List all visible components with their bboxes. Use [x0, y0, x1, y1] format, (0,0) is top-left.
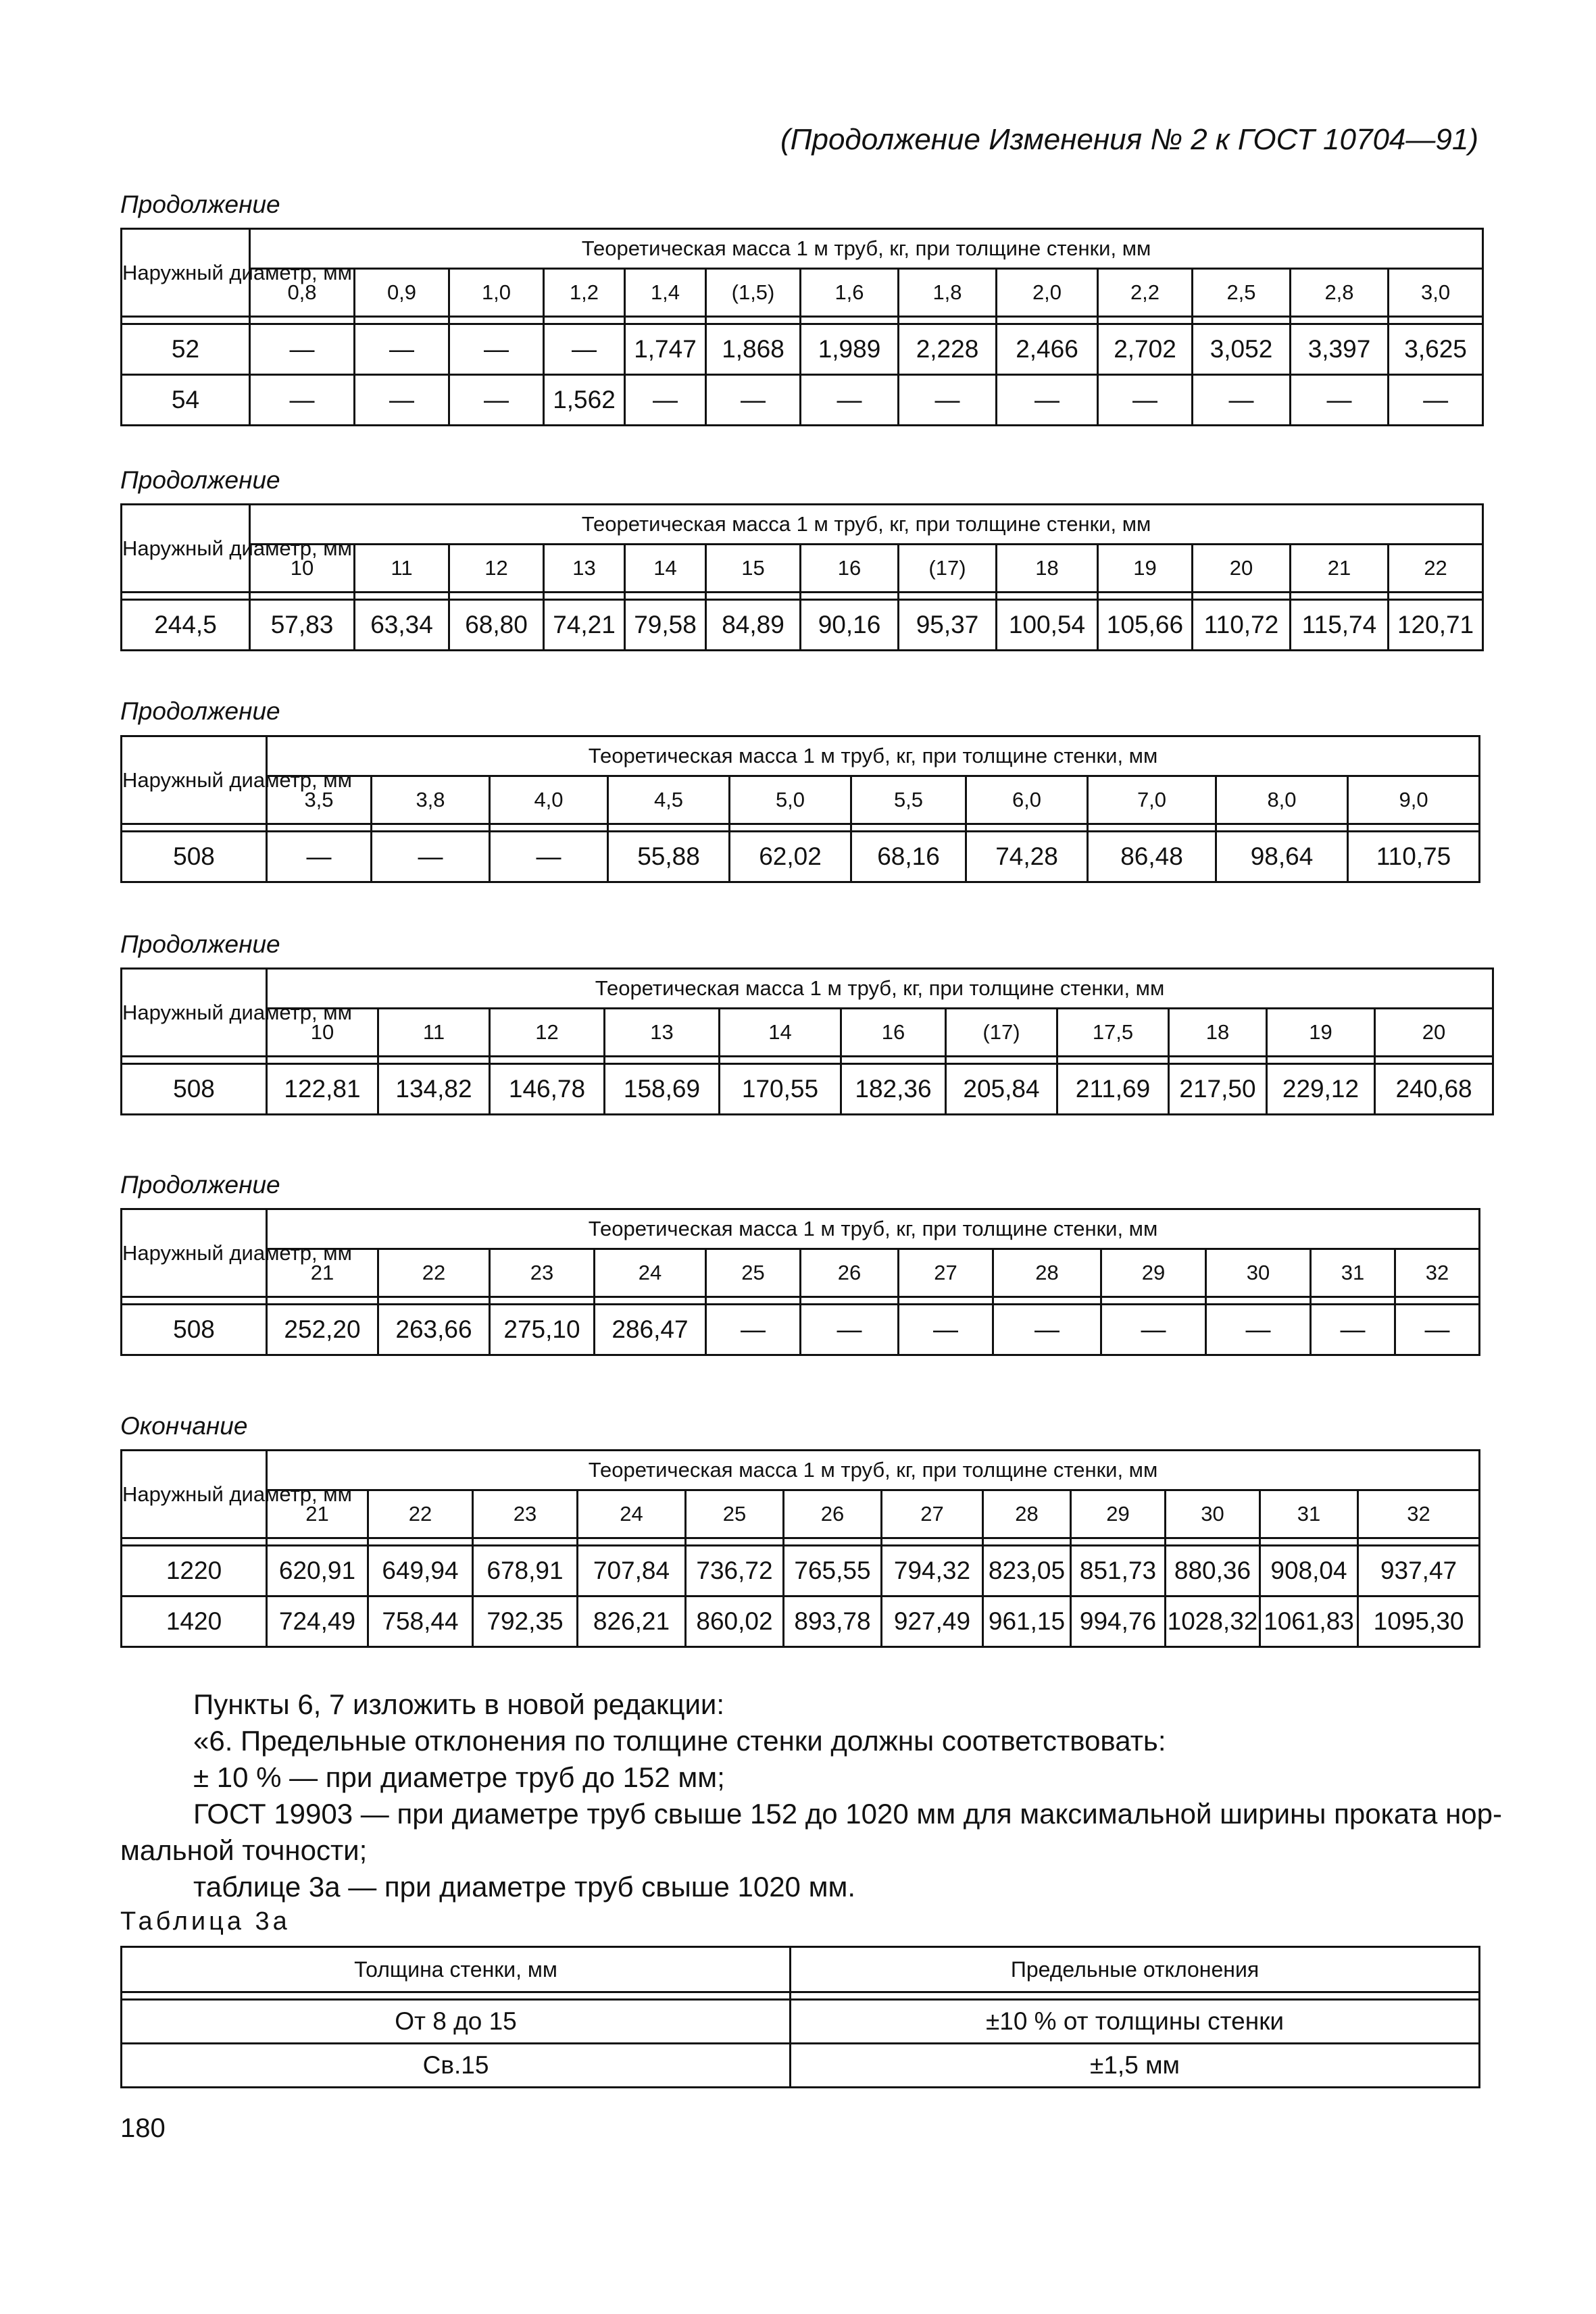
mass-value-cell: 252,20 [267, 1305, 378, 1355]
mass-value-cell: — [706, 1305, 801, 1355]
thickness-header-cell: 24 [595, 1249, 706, 1297]
mass-value-cell: 792,35 [473, 1596, 578, 1647]
diameter-cell: 1420 [122, 1596, 267, 1647]
mass-value-cell: 120,71 [1389, 600, 1483, 651]
table-row [122, 832, 1480, 882]
table-caption: Продолжение [120, 466, 280, 494]
mass-value-cell: 63,34 [355, 600, 449, 651]
mass-value-cell: — [1098, 375, 1193, 426]
paragraph-gost-19903: ГОСТ 19903 — при диаметре труб свыше 152 до 1020 мм для максимальной ширины проката нор- [193, 1798, 1502, 1830]
thickness-header-cell: 2,2 [1098, 269, 1193, 317]
mass-value-cell: 1095,30 [1358, 1596, 1480, 1647]
mass-value-cell: 84,89 [706, 600, 801, 651]
thickness-header-cell: 10 [267, 1009, 378, 1057]
running-header: (Продолжение Изменения № 2 к ГОСТ 10704—91) [780, 123, 1478, 156]
table-3a-header-thickness: Толщина стенки, мм [122, 1947, 791, 1992]
thickness-header-cell: 2,0 [997, 269, 1098, 317]
thickness-header-cell: 27 [899, 1249, 993, 1297]
thickness-header-cell: 22 [378, 1249, 490, 1297]
table-row [122, 375, 1483, 426]
page-number: 180 [120, 2113, 166, 2143]
table-3a-cell: От 8 до 15 [122, 2000, 791, 2044]
thickness-header-cell: 9,0 [1348, 776, 1480, 824]
thickness-header-cell: 1,4 [625, 269, 706, 317]
mass-value-cell: 927,49 [882, 1596, 983, 1647]
table-3a-row [122, 2044, 1480, 2088]
mass-value-cell: 3,052 [1193, 324, 1291, 375]
mass-table [120, 735, 1480, 883]
mass-value-cell: — [899, 375, 997, 426]
table-header-row [122, 736, 1480, 776]
thickness-header-cell: 12 [490, 1009, 605, 1057]
mass-value-cell: 707,84 [578, 1546, 686, 1596]
thickness-header-cell: 13 [605, 1009, 720, 1057]
mass-value-cell: 1,989 [801, 324, 899, 375]
mass-value-cell: 736,72 [686, 1546, 784, 1596]
mass-value-cell: 217,50 [1169, 1064, 1267, 1115]
column-header-mass: Теоретическая масса 1 м труб, кг, при толщине стенки, мм [267, 1209, 1480, 1249]
thickness-header-cell: 1,8 [899, 269, 997, 317]
mass-value-cell: — [997, 375, 1098, 426]
table-caption: Продолжение [120, 697, 280, 725]
mass-value-cell: 86,48 [1088, 832, 1216, 882]
mass-value-cell: 937,47 [1358, 1546, 1480, 1596]
thickness-header-cell: 11 [378, 1009, 490, 1057]
column-header-mass: Теоретическая масса 1 м труб, кг, при толщине стенки, мм [250, 229, 1483, 269]
thickness-header-cell: 26 [784, 1490, 882, 1538]
header-separator [122, 824, 1480, 832]
column-header-diameter: Наружный диаметр, мм [122, 505, 250, 593]
mass-value-cell: — [544, 324, 625, 375]
mass-value-cell: — [993, 1305, 1101, 1355]
column-header-diameter: Наружный диаметр, мм [122, 1209, 267, 1297]
mass-value-cell: 765,55 [784, 1546, 882, 1596]
column-header-mass: Теоретическая масса 1 м труб, кг, при толщине стенки, мм [267, 1451, 1480, 1490]
diameter-cell: 508 [122, 1064, 267, 1115]
table-row [122, 1596, 1480, 1647]
mass-value-cell: — [1193, 375, 1291, 426]
thickness-header-cell: 32 [1395, 1249, 1480, 1297]
mass-value-cell: 851,73 [1071, 1546, 1166, 1596]
thickness-header-cell: 0,9 [355, 269, 449, 317]
thickness-header-cell: 5,5 [851, 776, 966, 824]
mass-value-cell: — [1101, 1305, 1206, 1355]
column-header-mass: Теоретическая масса 1 м труб, кг, при толщине стенки, мм [250, 505, 1483, 545]
thickness-header-cell: 19 [1098, 545, 1193, 593]
table-row [122, 1305, 1480, 1355]
thickness-header-cell: 30 [1206, 1249, 1311, 1297]
table-3a-cell: Св.15 [122, 2044, 791, 2088]
mass-value-cell: 57,83 [250, 600, 355, 651]
diameter-cell: 244,5 [122, 600, 250, 651]
mass-value-cell: 90,16 [801, 600, 899, 651]
mass-value-cell: 724,49 [267, 1596, 368, 1647]
mass-value-cell: 110,75 [1348, 832, 1480, 882]
thickness-header-cell: 28 [993, 1249, 1101, 1297]
mass-value-cell: — [267, 832, 372, 882]
mass-value-cell: 68,80 [449, 600, 544, 651]
thickness-header-cell: 25 [706, 1249, 801, 1297]
mass-value-cell: 95,37 [899, 600, 997, 651]
thickness-header-cell: 3,0 [1389, 269, 1483, 317]
mass-value-cell: 55,88 [608, 832, 730, 882]
paragraph-gost-19903-cont: мальной точности; [120, 1834, 368, 1866]
thickness-header-cell: 22 [368, 1490, 473, 1538]
mass-value-cell: 620,91 [267, 1546, 368, 1596]
column-header-diameter: Наружный диаметр, мм [122, 1451, 267, 1538]
thickness-header-cell: 0,8 [250, 269, 355, 317]
mass-value-cell: — [1291, 375, 1389, 426]
thickness-header-cell: 22 [1389, 545, 1483, 593]
mass-value-cell: 62,02 [730, 832, 851, 882]
column-header-mass: Теоретическая масса 1 м труб, кг, при толщине стенки, мм [267, 736, 1480, 776]
table-3a-header-row [122, 1947, 1480, 1992]
header-separator [122, 1057, 1493, 1064]
mass-value-cell: 880,36 [1166, 1546, 1260, 1596]
mass-value-cell: — [490, 832, 608, 882]
mass-value-cell: 994,76 [1071, 1596, 1166, 1647]
thickness-header-cell: 14 [720, 1009, 841, 1057]
table-3a-header-deviation: Предельные отклонения [791, 1947, 1480, 1992]
mass-value-cell: 74,28 [966, 832, 1088, 882]
mass-value-cell: 110,72 [1193, 600, 1291, 651]
thickness-header-cell: 17,5 [1057, 1009, 1169, 1057]
mass-value-cell: 275,10 [490, 1305, 595, 1355]
mass-value-cell: 68,16 [851, 832, 966, 882]
paragraph-tolerance-10: ± 10 % — при диаметре труб до 152 мм; [193, 1761, 725, 1793]
thickness-header-cell: 1,0 [449, 269, 544, 317]
thickness-header-cell: 8,0 [1216, 776, 1348, 824]
mass-value-cell: 134,82 [378, 1064, 490, 1115]
table-header-row [122, 1451, 1480, 1490]
mass-value-cell: — [1395, 1305, 1480, 1355]
thickness-header-cell: (17) [899, 545, 997, 593]
mass-value-cell: 100,54 [997, 600, 1098, 651]
mass-value-cell: 1061,83 [1260, 1596, 1358, 1647]
thickness-header-cell: 32 [1358, 1490, 1480, 1538]
table-header-row [122, 505, 1483, 545]
mass-value-cell: 79,58 [625, 600, 706, 651]
thickness-header-cell: 20 [1193, 545, 1291, 593]
mass-value-cell: — [355, 375, 449, 426]
mass-table [120, 503, 1484, 651]
column-header-diameter: Наружный диаметр, мм [122, 229, 250, 317]
table-row [122, 1064, 1493, 1115]
thickness-header-cell: 5,0 [730, 776, 851, 824]
thickness-header-cell: 3,5 [267, 776, 372, 824]
mass-value-cell: 826,21 [578, 1596, 686, 1647]
mass-value-cell: 1028,32 [1166, 1596, 1260, 1647]
mass-value-cell: 2,228 [899, 324, 997, 375]
mass-value-cell: — [372, 832, 490, 882]
thickness-header-cell: 29 [1101, 1249, 1206, 1297]
thickness-header-cell: 31 [1311, 1249, 1395, 1297]
mass-value-cell: 229,12 [1267, 1064, 1375, 1115]
mass-value-cell: — [899, 1305, 993, 1355]
thickness-header-cell: 29 [1071, 1490, 1166, 1538]
table-caption: Продолжение [120, 930, 280, 958]
thickness-header-cell: 30 [1166, 1490, 1260, 1538]
mass-value-cell: 115,74 [1291, 600, 1389, 651]
mass-value-cell: 3,397 [1291, 324, 1389, 375]
mass-value-cell: — [625, 375, 706, 426]
table-row [122, 324, 1483, 375]
mass-value-cell: — [1311, 1305, 1395, 1355]
thickness-header-cell: 21 [267, 1249, 378, 1297]
table-row [122, 1546, 1480, 1596]
thickness-header-cell: 13 [544, 545, 625, 593]
thickness-header-cell: 16 [801, 545, 899, 593]
mass-value-cell: — [250, 375, 355, 426]
mass-value-cell: 1,747 [625, 324, 706, 375]
table-3a [120, 1946, 1480, 2088]
mass-table [120, 228, 1484, 426]
thickness-header-cell: 6,0 [966, 776, 1088, 824]
paragraph-table-3a-ref: таблице 3а — при диаметре труб свыше 1020 мм. [193, 1871, 856, 1903]
mass-value-cell: — [449, 375, 544, 426]
table-3a-cell: ±10 % от толщины стенки [791, 2000, 1480, 2044]
thickness-header-cell: 18 [1169, 1009, 1267, 1057]
mass-value-cell: 2,466 [997, 324, 1098, 375]
diameter-cell: 54 [122, 375, 250, 426]
table-header-row [122, 969, 1493, 1009]
mass-table [120, 1208, 1480, 1356]
mass-table [120, 1449, 1480, 1648]
table-3a-row [122, 2000, 1480, 2044]
thickness-header-cell: 24 [578, 1490, 686, 1538]
table-3a-label: Таблица 3а [120, 1907, 291, 1936]
thickness-header-cell: 11 [355, 545, 449, 593]
table-header-row [122, 1209, 1480, 1249]
table-caption: Окончание [120, 1412, 248, 1440]
diameter-cell: 52 [122, 324, 250, 375]
header-separator [122, 1538, 1480, 1546]
thickness-header-cell: 7,0 [1088, 776, 1216, 824]
column-header-diameter: Наружный диаметр, мм [122, 969, 267, 1057]
paragraph-item-6: «6. Предельные отклонения по толщине стенки должны соответствовать: [193, 1725, 1166, 1757]
table-3a-cell: ±1,5 мм [791, 2044, 1480, 2088]
mass-value-cell: 758,44 [368, 1596, 473, 1647]
mass-value-cell: — [1206, 1305, 1311, 1355]
mass-value-cell: 678,91 [473, 1546, 578, 1596]
table-caption: Продолжение [120, 1171, 280, 1199]
header-separator [122, 317, 1483, 324]
mass-value-cell: 122,81 [267, 1064, 378, 1115]
mass-table [120, 967, 1494, 1115]
thickness-header-cell: 21 [1291, 545, 1389, 593]
thickness-header-cell: 27 [882, 1490, 983, 1538]
mass-value-cell: 286,47 [595, 1305, 706, 1355]
header-separator [122, 1297, 1480, 1305]
table-row [122, 600, 1483, 651]
thickness-header-cell: 4,0 [490, 776, 608, 824]
thickness-header-cell: 1,2 [544, 269, 625, 317]
header-separator [122, 1992, 1480, 2000]
mass-value-cell: 1,868 [706, 324, 801, 375]
mass-value-cell: 794,32 [882, 1546, 983, 1596]
header-separator [122, 593, 1483, 600]
mass-value-cell: — [801, 375, 899, 426]
thickness-header-cell: 28 [983, 1490, 1071, 1538]
mass-value-cell: 211,69 [1057, 1064, 1169, 1115]
thickness-header-cell: 10 [250, 545, 355, 593]
table-header-row [122, 229, 1483, 269]
mass-value-cell: 146,78 [490, 1064, 605, 1115]
column-header-mass: Теоретическая масса 1 м труб, кг, при толщине стенки, мм [267, 969, 1493, 1009]
mass-value-cell: 182,36 [841, 1064, 946, 1115]
diameter-cell: 508 [122, 1305, 267, 1355]
thickness-header-cell: 16 [841, 1009, 946, 1057]
mass-value-cell: — [355, 324, 449, 375]
mass-value-cell: — [1389, 375, 1483, 426]
thickness-header-cell: 23 [473, 1490, 578, 1538]
table-caption: Продолжение [120, 191, 280, 218]
thickness-header-cell: 23 [490, 1249, 595, 1297]
thickness-header-cell: (17) [946, 1009, 1057, 1057]
mass-value-cell: 105,66 [1098, 600, 1193, 651]
mass-value-cell: 2,702 [1098, 324, 1193, 375]
mass-value-cell: 1,562 [544, 375, 625, 426]
thickness-header-cell: (1,5) [706, 269, 801, 317]
thickness-header-cell: 2,5 [1193, 269, 1291, 317]
mass-value-cell: 170,55 [720, 1064, 841, 1115]
thickness-header-cell: 2,8 [1291, 269, 1389, 317]
thickness-header-cell: 12 [449, 545, 544, 593]
paragraph-points-6-7: Пункты 6, 7 изложить в новой редакции: [193, 1688, 725, 1720]
mass-value-cell: 205,84 [946, 1064, 1057, 1115]
thickness-header-cell: 25 [686, 1490, 784, 1538]
mass-value-cell: 908,04 [1260, 1546, 1358, 1596]
diameter-cell: 1220 [122, 1546, 267, 1596]
thickness-header-cell: 15 [706, 545, 801, 593]
mass-value-cell: 240,68 [1375, 1064, 1493, 1115]
mass-value-cell: — [706, 375, 801, 426]
column-header-diameter: Наружный диаметр, мм [122, 736, 267, 824]
mass-value-cell: 74,21 [544, 600, 625, 651]
mass-value-cell: — [449, 324, 544, 375]
mass-value-cell: — [250, 324, 355, 375]
thickness-header-cell: 4,5 [608, 776, 730, 824]
thickness-header-cell: 19 [1267, 1009, 1375, 1057]
mass-value-cell: 98,64 [1216, 832, 1348, 882]
mass-value-cell: 3,625 [1389, 324, 1483, 375]
mass-value-cell: 893,78 [784, 1596, 882, 1647]
mass-value-cell: 823,05 [983, 1546, 1071, 1596]
mass-value-cell: 860,02 [686, 1596, 784, 1647]
mass-value-cell: 961,15 [983, 1596, 1071, 1647]
mass-value-cell: 649,94 [368, 1546, 473, 1596]
thickness-header-cell: 21 [267, 1490, 368, 1538]
thickness-header-cell: 3,8 [372, 776, 490, 824]
diameter-cell: 508 [122, 832, 267, 882]
mass-value-cell: — [801, 1305, 899, 1355]
thickness-header-cell: 14 [625, 545, 706, 593]
mass-value-cell: 263,66 [378, 1305, 490, 1355]
mass-value-cell: 158,69 [605, 1064, 720, 1115]
thickness-header-cell: 18 [997, 545, 1098, 593]
thickness-header-cell: 20 [1375, 1009, 1493, 1057]
thickness-header-cell: 26 [801, 1249, 899, 1297]
thickness-header-cell: 31 [1260, 1490, 1358, 1538]
thickness-header-cell: 1,6 [801, 269, 899, 317]
